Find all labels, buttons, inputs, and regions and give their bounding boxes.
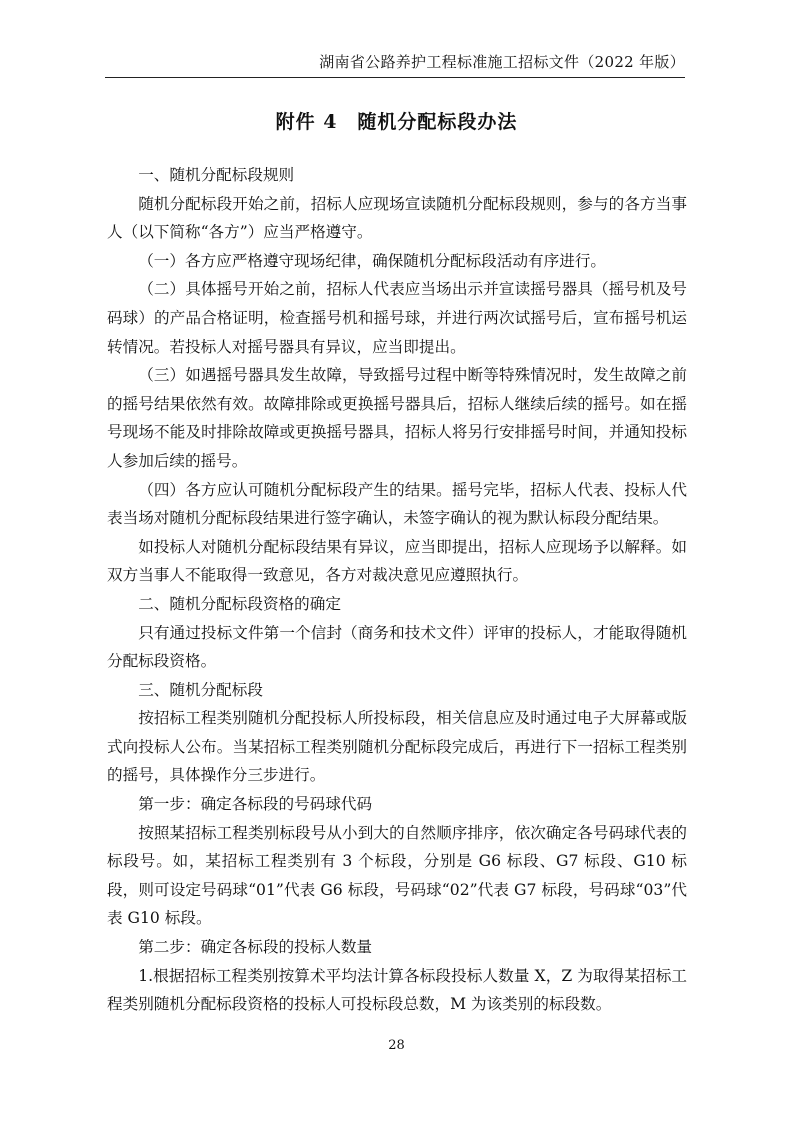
section-heading-2: 二、随机分配标段资格的确定 [138, 594, 341, 613]
document-title: 附件 4 随机分配标段办法 [275, 111, 518, 133]
body-text [107, 161, 687, 1019]
header-divider [105, 77, 685, 78]
paragraph: 按照某招标工程类别标段号从小到大的自然顺序排序，依次确定各号码球代表的标段号。如，某招标工程类别有 3 个标段，分别是 G6 标段、G7 标段、G10 标段，则可设定号码球“01”代表 G6 标段，号码球“02”代表 G7 标段，号码球“03”代表 G10 标段。 [107, 823, 687, 928]
paragraph: （四）各方应认可随机分配标段产生的结果。摇号完毕，招标人代表、投标人代表当场对随机分配标段结果进行签字确认，未签字确认的视为默认标段分配结果。 [107, 480, 687, 528]
paragraph: 如投标人对随机分配标段结果有异议，应当即提出，招标人应现场予以解释。如双方当事人不能取得一致意见，各方对裁决意见应遵照执行。 [107, 537, 687, 585]
page-number: 28 [388, 1038, 405, 1053]
section-heading-1: 一、随机分配标段规则 [138, 166, 295, 184]
running-header: 湖南省公路养护工程标准施工招标文件（2022 年版） [319, 53, 685, 71]
paragraph: 只有通过投标文件第一个信封（商务和技术文件）评审的投标人，才能取得随机分配标段资格。 [107, 623, 687, 671]
step-heading-1: 第一步：确定各标段的号码球代码 [138, 795, 373, 814]
section-heading-3: 三、随机分配标段 [138, 680, 263, 699]
paragraph: （一）各方应严格遵守现场纪律，确保随机分配标段活动有序进行。 [138, 251, 607, 270]
paragraph: （三）如遇摇号器具发生故障，导致摇号过程中断等特殊情况时，发生故障之前的摇号结果依然有效。故障排除或更换摇号器具后，招标人继续后续的摇号。如在摇号现场不能及时排除故障或更换摇号器具，招标人将另行安排摇号时间，并通知投标人参加后续的摇号。 [107, 366, 687, 470]
paragraph: （二）具体摇号开始之前，招标人代表应当场出示并宣读摇号器具（摇号机及号码球）的产品合格证明，检查摇号机和摇号球，并进行两次试摇号后，宣布摇号机运转情况。若投标人对摇号器具有异议，应当即提出。 [107, 280, 687, 356]
paragraph: 随机分配标段开始之前，招标人应现场宣读随机分配标段规则，参与的各方当事人（以下简称“各方”）应当严格遵守。 [107, 194, 687, 242]
paragraph: 按招标工程类别随机分配投标人所投标段，相关信息应及时通过电子大屏幕或版式向投标人公布。当某招标工程类别随机分配标段完成后，再进行下一招标工程类别的摇号，具体操作分三步进行。 [107, 709, 687, 785]
paragraph: 1.根据招标工程类别按算术平均法计算各标段投标人数量 X，Z 为取得某招标工程类别随机分配标段资格的投标人可投标段总数，M 为该类别的标段数。 [107, 966, 687, 1014]
step-heading-2: 第二步：确定各标段的投标人数量 [138, 938, 373, 957]
